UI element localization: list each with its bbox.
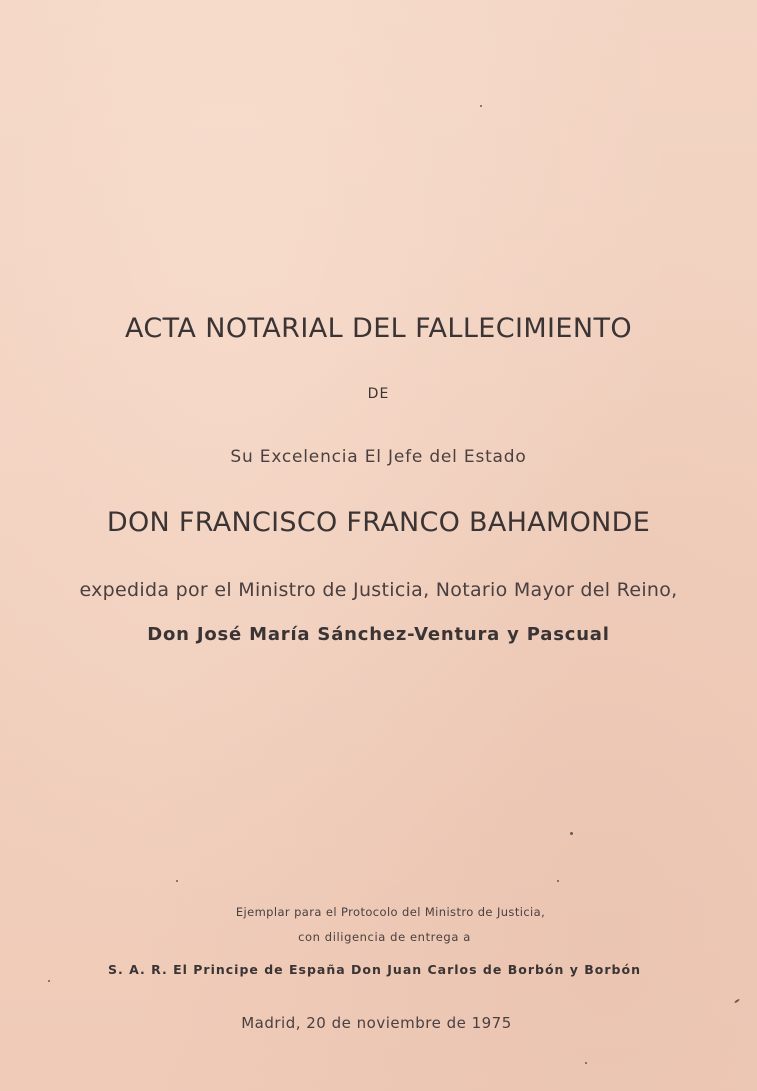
paper-speck [48,980,50,982]
subject-name: DON FRANCISCO FRANCO BAHAMONDE [106,507,651,538]
paper-speck [557,880,559,882]
honorific-text: Su Excelencia El Jefe del Estado [230,447,527,467]
preposition-text: DE [367,386,390,402]
paper-speck [585,1062,587,1064]
copy-note-line1: Ejemplar para el Protocolo del Ministro de Justicia, [235,905,546,919]
copy-note-line2: con diligencia de entrega a [298,930,471,944]
place-date-text: Madrid, 20 de noviembre de 1975 [241,1014,512,1032]
paper-speck [734,998,740,1003]
notary-name: Don José María Sánchez-Ventura y Pascual [147,624,610,645]
paper-speck [480,105,482,107]
paper-speck [570,832,573,835]
document-title: ACTA NOTARIAL DEL FALLECIMIENTO [124,313,633,344]
recipient-text: S. A. R. El Principe de España Don Juan Carlos de Borbón y Borbón [108,962,641,977]
issued-by-text: expedida por el Ministro de Justicia, Notario Mayor del Reino, [79,579,678,601]
paper-speck [176,880,178,882]
